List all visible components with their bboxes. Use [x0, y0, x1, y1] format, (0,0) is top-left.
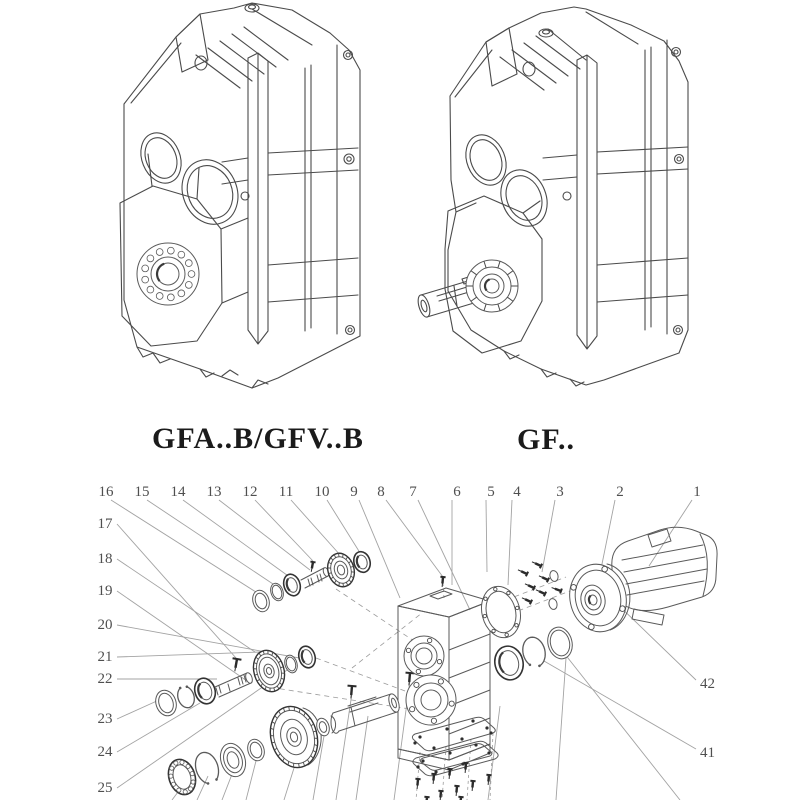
callout-layer	[98, 484, 716, 796]
callout-label: 42	[700, 676, 715, 692]
bolt-hole-dot	[474, 743, 477, 746]
callout-label: 10	[314, 484, 330, 500]
callout-label: 6	[453, 484, 461, 500]
part-rings	[164, 756, 200, 798]
callout-label: 4	[513, 484, 521, 500]
bolt-hole-dot	[485, 726, 488, 729]
bolt	[522, 598, 532, 605]
callout-label: 22	[97, 671, 113, 687]
bolt	[233, 658, 242, 671]
bolt	[438, 791, 443, 800]
part-rings	[406, 675, 456, 725]
leader-line	[601, 500, 615, 569]
right-figure-caption: GF..	[517, 423, 575, 456]
bolt-hole-dot	[448, 751, 451, 754]
part-rings	[466, 260, 518, 312]
part-rings	[216, 740, 249, 780]
part-rings	[404, 636, 444, 676]
callout-label: 9	[350, 484, 358, 500]
leader-line	[327, 500, 362, 556]
part-rings	[152, 688, 179, 719]
leader-line	[359, 500, 400, 598]
callout-label: 7	[409, 484, 417, 500]
callout-label: 20	[97, 617, 113, 633]
bolt-hole-dot	[489, 731, 492, 734]
snap-ring	[175, 683, 197, 709]
part-rings	[191, 676, 218, 707]
callout-label: 19	[97, 583, 113, 599]
callout-label: 17	[97, 516, 113, 532]
callout-label: 18	[97, 551, 113, 567]
callout-label: 25	[97, 780, 113, 796]
bolt	[454, 786, 459, 796]
callout-label: 3	[556, 484, 564, 500]
gear-wheel	[264, 701, 324, 773]
bolt-hole-dot	[416, 765, 419, 768]
part-rings	[250, 588, 272, 614]
callout-label: 23	[97, 711, 113, 727]
leader-line	[386, 500, 443, 577]
callout-label: 8	[377, 484, 385, 500]
bolt	[518, 570, 528, 577]
part-rings	[296, 644, 317, 670]
callout-label: 21	[97, 649, 113, 665]
leader-line	[291, 500, 341, 556]
leader-line	[117, 591, 247, 681]
leader-line	[117, 524, 236, 658]
leader-line	[183, 500, 291, 578]
gear-wheel	[249, 647, 289, 696]
bolt	[539, 576, 549, 583]
bolt	[525, 584, 535, 591]
part-rings	[387, 693, 401, 714]
leader-line	[117, 652, 261, 657]
bolt-hole-dot	[445, 727, 448, 730]
leader-line	[544, 661, 696, 749]
gear-wheel	[324, 550, 358, 590]
callout-label: 11	[278, 484, 294, 500]
bolt	[552, 588, 562, 594]
callout-label: 15	[134, 484, 150, 500]
part-rings	[491, 643, 526, 683]
part-rings	[544, 625, 575, 662]
left-figure-caption: GFA..B/GFV..B	[152, 422, 364, 455]
bolt	[310, 562, 315, 572]
bolt-hole-dot	[413, 741, 416, 744]
part-rings	[245, 737, 267, 763]
callout-label: 5	[487, 484, 495, 500]
callout-label: 2	[616, 484, 624, 500]
leader-line	[418, 500, 470, 610]
bolt-hole-dot	[471, 719, 474, 722]
leader-line	[117, 700, 159, 719]
bolt-hole-dot	[432, 746, 435, 749]
callout-label: 41	[700, 745, 715, 761]
callout-label: 12	[242, 484, 258, 500]
callout-label: 1	[693, 484, 701, 500]
right-gearbox-figure	[416, 7, 688, 386]
leader-line	[486, 500, 487, 572]
part-rings	[281, 572, 303, 598]
leader-line	[255, 500, 313, 561]
bolt	[536, 590, 546, 597]
bolt-hole-dot	[460, 737, 463, 740]
part-rings	[476, 582, 525, 642]
leader-line	[147, 500, 276, 586]
callout-label: 14	[170, 484, 186, 500]
bolt	[348, 686, 357, 699]
leader-line	[508, 500, 512, 585]
left-gearbox-figure	[120, 3, 360, 388]
bolt	[532, 562, 542, 569]
part-rings	[269, 582, 286, 603]
callout-label: 16	[98, 484, 114, 500]
bolt-hole-dot	[487, 751, 490, 754]
part-rings	[548, 598, 558, 611]
leader-line	[542, 500, 555, 572]
bolt-hole-dot	[421, 759, 424, 762]
bolt	[415, 779, 420, 789]
bolt	[470, 781, 475, 791]
callout-label: 13	[206, 484, 222, 500]
callout-label: 24	[97, 744, 113, 760]
bolt-hole-dot	[418, 735, 421, 738]
